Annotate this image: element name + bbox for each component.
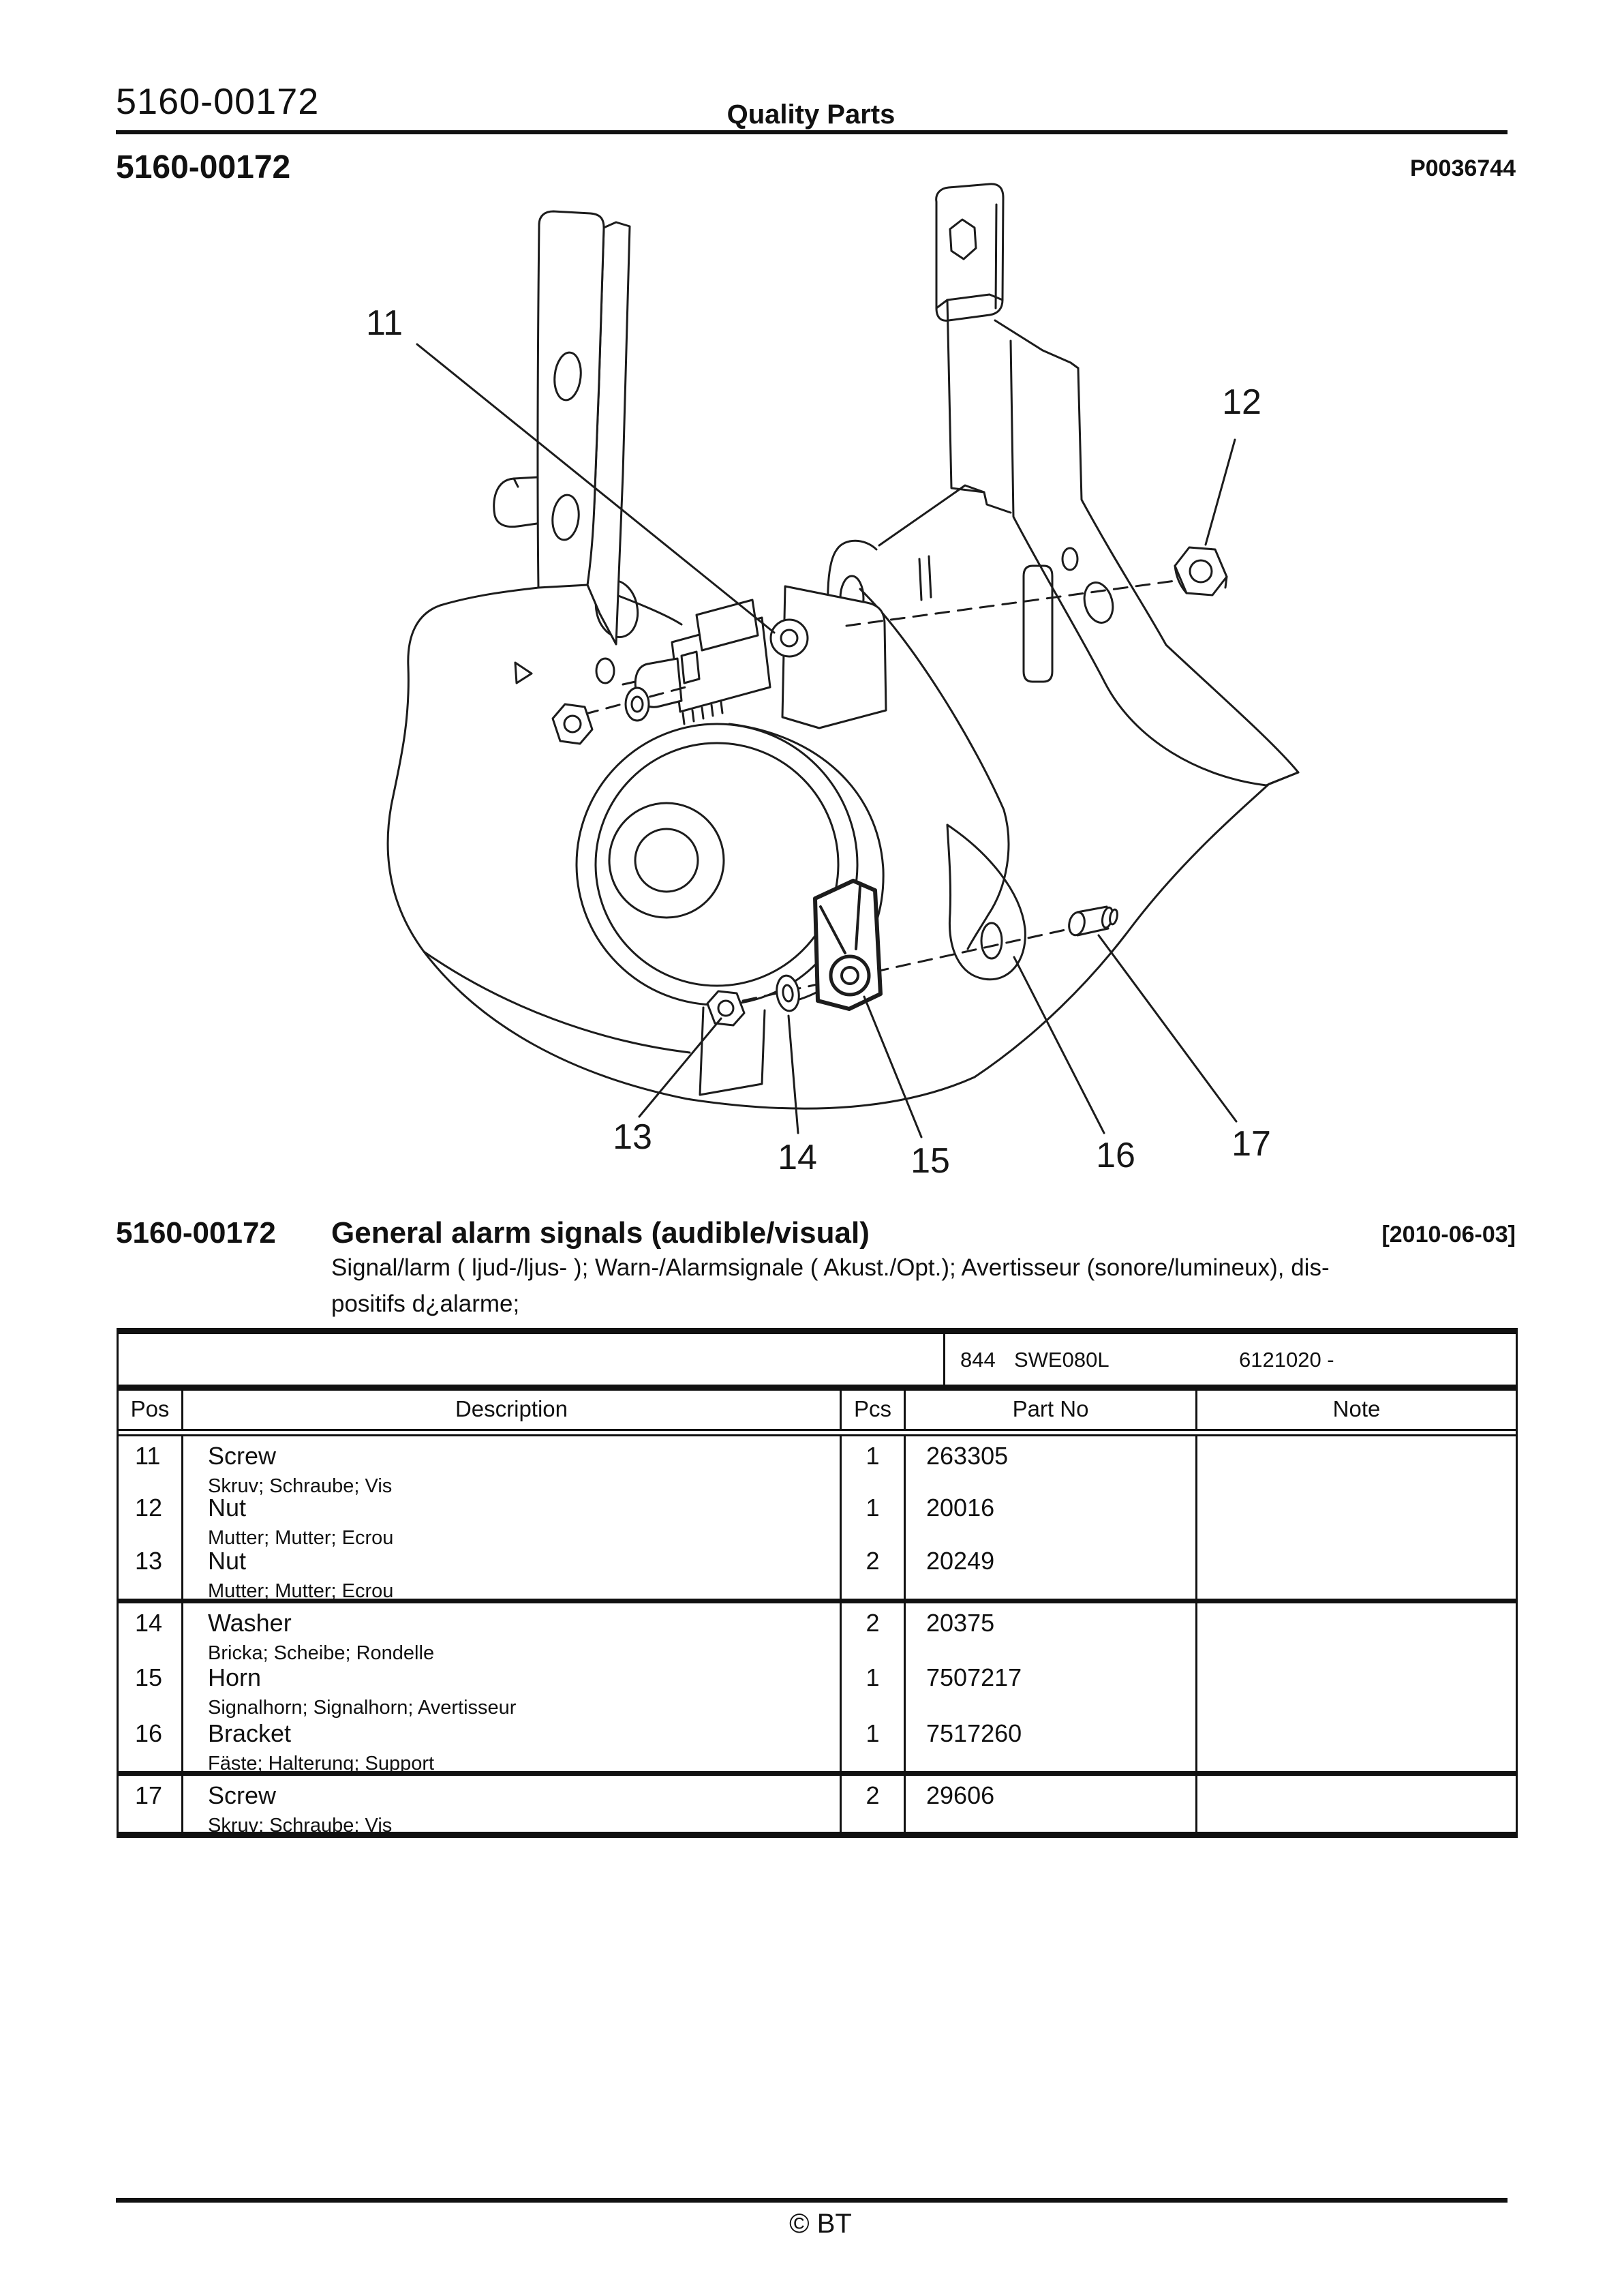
col-header-partno: Part No xyxy=(906,1391,1197,1429)
model-name: SWE080L xyxy=(1014,1348,1110,1372)
cell-partno: 20016 xyxy=(906,1488,1197,1550)
cell-pcs: 1 xyxy=(842,1658,906,1719)
description-main: Horn xyxy=(208,1663,262,1691)
exploded-diagram-art xyxy=(0,164,1622,1227)
cell-partno: 7507217 xyxy=(906,1658,1197,1719)
description-main: Nut xyxy=(208,1494,247,1522)
callout-14: 14 xyxy=(778,1138,817,1177)
page-doc-number: 5160-00172 xyxy=(116,81,320,122)
washer-left xyxy=(626,688,649,721)
callout-17: 17 xyxy=(1231,1124,1271,1164)
header-rule xyxy=(116,130,1508,134)
cell-pos: 11 xyxy=(119,1436,183,1498)
section-subtitle-line2: positifs d¿alarme; xyxy=(331,1290,520,1317)
description-main: Washer xyxy=(208,1609,292,1637)
right-bracket xyxy=(936,184,1298,785)
cell-note xyxy=(1197,1714,1516,1775)
section-subtitle-line1: Signal/larm ( ljud-/ljus- ); Warn-/Alarmsignale ( Akust./Opt.); Avertisseur (sonore/lumineux), dis- xyxy=(331,1254,1330,1281)
left-bracket xyxy=(494,211,630,644)
callout-16: 16 xyxy=(1096,1136,1135,1175)
cell-note xyxy=(1197,1488,1516,1550)
cell-partno: 20249 xyxy=(906,1541,1197,1603)
callout-13: 13 xyxy=(613,1117,652,1157)
horn-bracket-16 xyxy=(815,881,881,1009)
band-bottom-rule xyxy=(119,1385,1516,1391)
description-alt: Skruv; Schraube; Vis xyxy=(208,1815,393,1837)
cell-pos: 12 xyxy=(119,1488,183,1550)
section-title: General alarm signals (audible/visual) xyxy=(331,1216,870,1250)
description-main: Screw xyxy=(208,1442,277,1470)
description-main: Nut xyxy=(208,1547,247,1575)
page-header-title: Quality Parts xyxy=(726,100,896,130)
cell-note xyxy=(1197,1776,1516,1837)
description-alt: Fäste; Halterung; Support xyxy=(208,1753,435,1774)
section-date: [2010-06-03] xyxy=(1381,1222,1516,1248)
cell-partno: 263305 xyxy=(906,1436,1197,1498)
serial-range: 6121020 - xyxy=(1239,1348,1334,1372)
table-header-row xyxy=(119,1391,1516,1429)
table-row xyxy=(119,1488,1516,1549)
callout-11: 11 xyxy=(366,303,403,343)
cell-partno: 7517260 xyxy=(906,1714,1197,1775)
table-row xyxy=(119,1603,1516,1664)
parts-table xyxy=(117,1328,1518,1838)
table-row xyxy=(119,1714,1516,1774)
callout-15: 15 xyxy=(911,1141,950,1181)
section-code: 5160-00172 xyxy=(116,1216,276,1250)
cell-pcs: 2 xyxy=(842,1776,906,1837)
cell-pcs: 1 xyxy=(842,1436,906,1498)
cell-pcs: 2 xyxy=(842,1603,906,1665)
table-row xyxy=(119,1776,1516,1837)
description-main: Bracket xyxy=(208,1719,292,1747)
cell-pos: 16 xyxy=(119,1714,183,1775)
figure-photo-number: P0036744 xyxy=(1409,155,1516,181)
footer-copyright: © BT xyxy=(789,2209,852,2239)
cell-description xyxy=(183,1714,842,1775)
figure-doc-number: 5160-00172 xyxy=(116,149,291,185)
header-double-rule xyxy=(119,1429,1516,1436)
exploded-diagram xyxy=(0,164,1622,1227)
cell-pcs: 1 xyxy=(842,1488,906,1550)
cell-description xyxy=(183,1603,842,1665)
cell-description xyxy=(183,1488,842,1550)
description-alt: Mutter; Mutter; Ecrou xyxy=(208,1527,394,1549)
table-row xyxy=(119,1541,1516,1602)
col-header-description: Description xyxy=(183,1391,842,1429)
col-header-pos: Pos xyxy=(119,1391,183,1429)
horn-connector xyxy=(623,586,886,728)
cell-pos: 17 xyxy=(119,1776,183,1837)
table-row xyxy=(119,1658,1516,1719)
cell-note xyxy=(1197,1603,1516,1665)
cell-note xyxy=(1197,1658,1516,1719)
model-band-divider xyxy=(943,1334,945,1385)
footer-rule xyxy=(116,2198,1508,2203)
cell-note xyxy=(1197,1541,1516,1603)
cell-partno: 20375 xyxy=(906,1603,1197,1665)
col-header-note: Note xyxy=(1332,1396,1381,1421)
cell-pos: 13 xyxy=(119,1541,183,1603)
description-alt: Bricka; Scheibe; Rondelle xyxy=(208,1642,435,1664)
callout-12: 12 xyxy=(1222,382,1261,422)
description-alt: Signalhorn; Signalhorn; Avertisseur xyxy=(208,1697,517,1719)
table-row xyxy=(119,1436,1516,1497)
cell-pos: 15 xyxy=(119,1658,183,1719)
cell-description xyxy=(183,1658,842,1719)
cell-pcs: 1 xyxy=(842,1714,906,1775)
cell-pos: 14 xyxy=(119,1603,183,1665)
description-main: Screw xyxy=(208,1781,277,1809)
cell-description xyxy=(183,1541,842,1603)
nut-left xyxy=(553,704,592,744)
model-band xyxy=(119,1334,1516,1385)
description-alt: Mutter; Mutter; Ecrou xyxy=(208,1580,394,1602)
pin-17 xyxy=(1067,907,1118,937)
description-alt: Skruv; Schraube; Vis xyxy=(208,1475,393,1497)
cell-description xyxy=(183,1776,842,1837)
cell-pcs: 2 xyxy=(842,1541,906,1603)
cell-partno: 29606 xyxy=(906,1776,1197,1837)
nut-13 xyxy=(707,991,744,1025)
model-code: 844 xyxy=(960,1348,996,1372)
col-header-pcs: Pcs xyxy=(842,1391,906,1429)
